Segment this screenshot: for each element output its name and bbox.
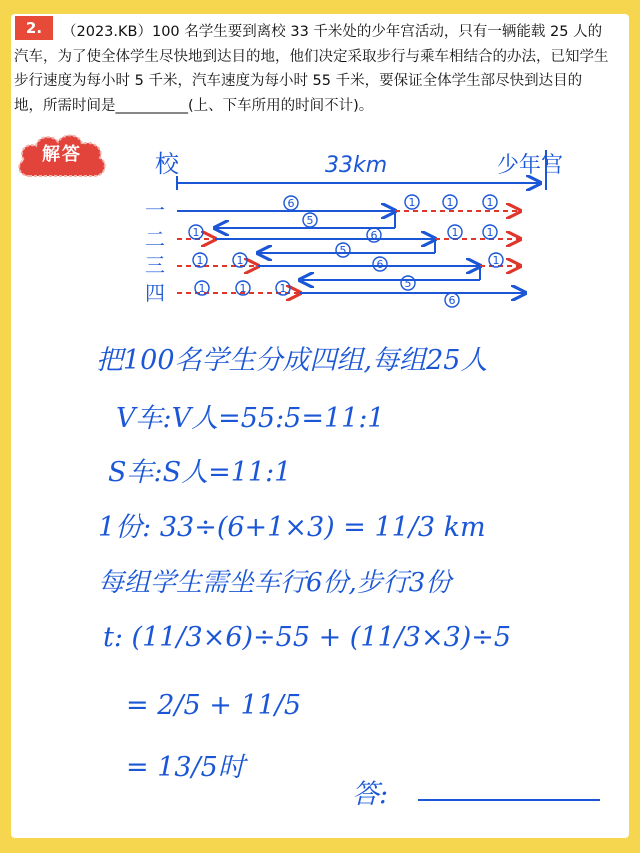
circled-number: 1 xyxy=(486,226,494,239)
solution-line-4: 1份: 33÷(6+1×3) = 11/3 km xyxy=(98,512,486,543)
circled-number: 1 xyxy=(236,254,244,267)
solution-line-1: 把100名学生分成四组,每组25人 xyxy=(96,345,488,376)
circled-number: 1 xyxy=(196,254,204,267)
circled-number: 1 xyxy=(446,196,454,209)
circled-number: 1 xyxy=(408,196,416,209)
circled-number: 6 xyxy=(448,294,456,307)
circled-number: 6 xyxy=(376,258,384,271)
row-label-1: 一 xyxy=(145,198,165,222)
solution-line-7: = 2/5 + 11/5 xyxy=(126,690,302,721)
problem-number-badge: 2. xyxy=(15,16,53,40)
distance-label: 33km xyxy=(325,153,388,178)
circled-number: 5 xyxy=(404,277,412,290)
circled-number: 1 xyxy=(486,196,494,209)
end-label: 少年宫 xyxy=(497,153,564,178)
circled-number: 6 xyxy=(287,197,295,210)
circled-number: 1 xyxy=(279,282,287,295)
answer-prefix: 答: xyxy=(352,779,389,810)
circled-number: 5 xyxy=(306,214,314,227)
circled-number: 1 xyxy=(239,282,247,295)
solution-line-5: 每组学生需坐车行6份,步行3份 xyxy=(98,568,452,598)
solution-line-8: = 13/5时 xyxy=(126,752,245,783)
circled-number: 1 xyxy=(198,282,206,295)
row-label-2: 二 xyxy=(145,227,165,251)
problem-text: （2023.KB）100 名学生要到离校 33 千米处的少年宫活动，只有一辆能载 25 人的汽车，为了使全体学生尽快地到达目的地，他们决定采取步行与乘车相结合的办法，已知学生步行速度为每小时 5 千米，汽车速度为每小时 55 千米，要保证全体学生部尽快到达目的地，所需时间是__________(上、下车所用的时间不计)。 xyxy=(14,24,609,114)
solution-line-6: t: (11/3×6)÷55 + (11/3×3)÷5 xyxy=(103,622,512,653)
circled-number: 6 xyxy=(370,229,378,242)
row-label-3: 三 xyxy=(145,253,165,277)
solution-line-3: S车:S人=11:1 xyxy=(108,457,292,488)
solution-line-2: V车:V人=55:5=11:1 xyxy=(116,403,385,434)
circled-numbers xyxy=(0,0,503,307)
start-label: 校 xyxy=(155,150,179,178)
circled-number: 1 xyxy=(451,226,459,239)
circled-number: 5 xyxy=(339,244,347,257)
row-label-4: 四 xyxy=(145,281,165,305)
circled-number: 1 xyxy=(492,254,500,267)
answer-label: 解答 xyxy=(42,144,82,165)
circled-number: 1 xyxy=(192,226,200,239)
